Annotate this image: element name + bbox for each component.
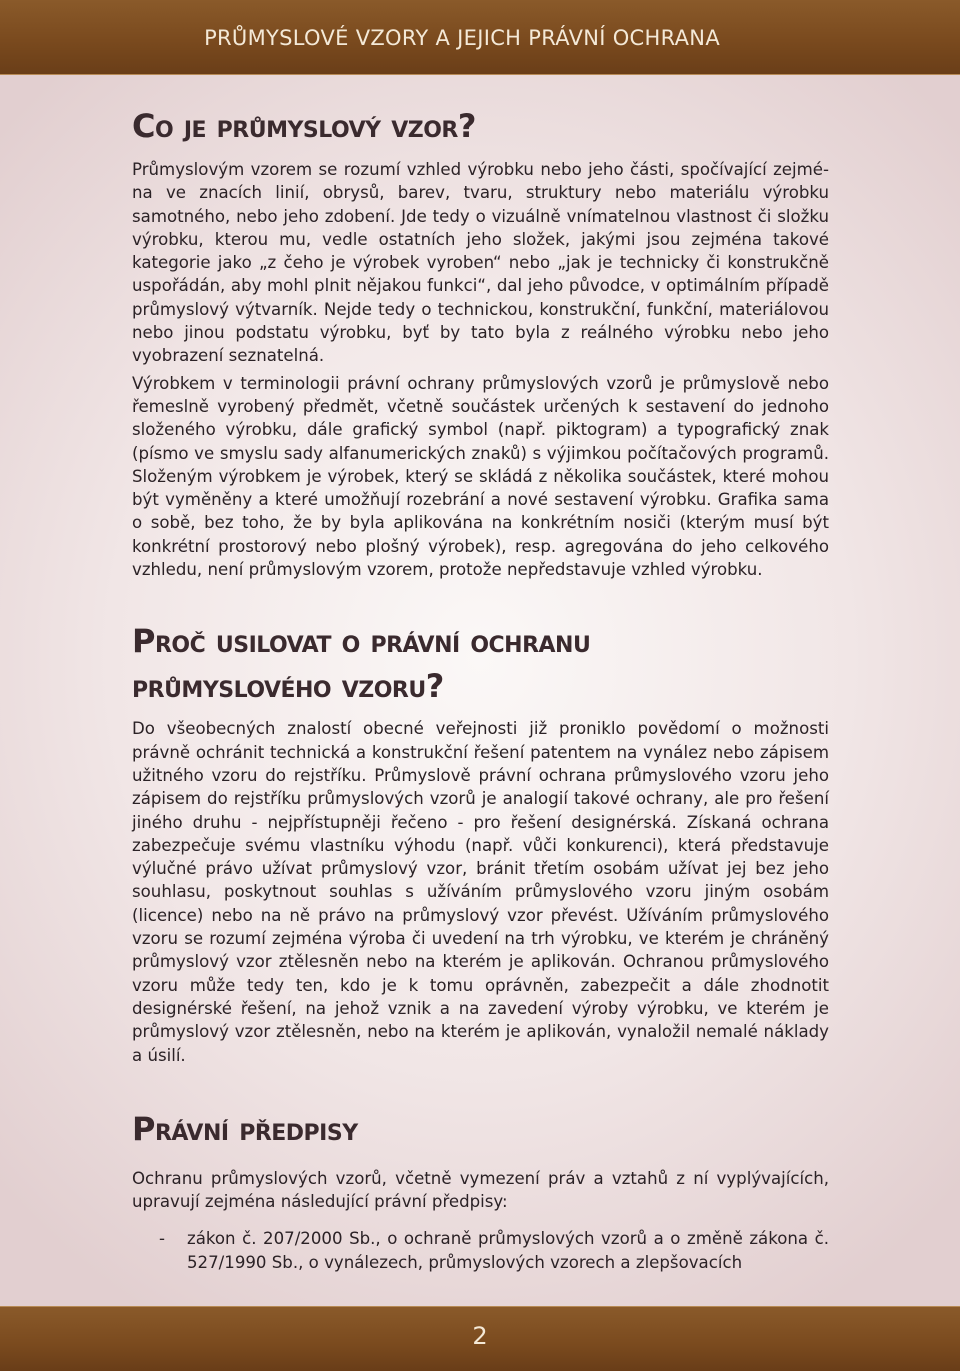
section-heading-what-is-design: Co je průmyslový vzor? xyxy=(132,107,476,145)
page-content xyxy=(132,106,829,1274)
section-heading-why-protect xyxy=(132,619,829,709)
heading-line-1: Proč usilovat o právní ochranu xyxy=(132,622,591,661)
paragraph-definition: Průmyslovým vzorem se rozumí vzhled výrobku nebo jeho části, spočívající zejména ve znacích linií, obrysů, barev, tvaru, struktury nebo materiálu výrobku samotného, nebo jeho zdobení. Jde tedy o vizuálně vnímatelnou vlastnost či složku výrobku, kterou mu, vedle ostatních jeho složek, jakými jsou zejména takové kategorie jako „z čeho je výrobek vyroben“ nebo „jak je technicky či konstrukčně uspořádán, aby mohl plnit nějakou funkci“, dal jeho původce, v optimálním případě průmyslový výtvarník. Nejde tedy o technickou, konstrukční, funkční, materiálovou nebo jinou podstatu výrobku, byť by tato byla z reálného výrobku nebo jeho vyobrazení seznatelná. xyxy=(132,160,829,366)
heading-line-2: průmyslového vzoru? xyxy=(132,667,444,706)
header-bar xyxy=(0,0,960,75)
list-item-text: zákon č. 207/2000 Sb., o ochraně průmyslových vzorů a o změně zákona č. 527/1990 Sb., o vynálezech, průmyslových vzorech a zlepšovacích xyxy=(187,1229,829,1272)
regulations-list xyxy=(132,1227,829,1274)
list-item xyxy=(132,1227,829,1274)
section-heading-legal-regulations: Právní předpisy xyxy=(132,1109,358,1148)
page-number: 2 xyxy=(472,1322,488,1350)
header-title: PRŮMYSLOVÉ VZORY A JEJICH PRÁVNÍ OCHRANA xyxy=(204,26,720,50)
list-dash: - xyxy=(159,1229,165,1249)
paragraph-why-protect: Do všeobecných znalostí obecné veřejnosti již proniklo povědomí o možnosti právně ochránit technická a konstrukční řešení patentem na vynález nebo zápisem užitného vzoru do rejstříku. Průmyslově právní ochrana průmyslového vzoru jeho zápisem do rejstříku průmyslových vzorů je analogií takové ochrany, ale pro řešení jiného druhu - nejpřístupněji řečeno - pro řešení designérská. Získaná ochrana zabezpečuje svému vlastníku výhodu (např. vůči konkurenci), která představuje výlučné právo užívat průmyslový vzor, bránit třetím osobám užívat jej bez jeho souhlasu, poskytnout souhlas s užíváním průmyslového vzoru jiným osobám (licence) nebo na ně právo na průmyslový vzor převést. Užíváním průmyslového vzoru se rozumí zejména výroba či uvedení na trh výrobku, ve kterém je chráněný průmyslový vzor ztělesněn nebo na kterém je aplikován. Ochranou průmyslového vzoru může tedy ten, kdo je k tomu oprávněn, zabezpečit a dále zhodnotit designérské řešení, na jehož vznik a na zavedení výroby výrobku, ve kterém je průmyslový vzor ztělesněn, nebo na kterém je aplikován, vynaložil nemalé náklady a úsilí. xyxy=(132,719,829,1065)
footer-bar xyxy=(0,1306,960,1371)
paragraph-regulations-intro: Ochranu průmyslových vzorů, včetně vymezení práv a vztahů z ní vyplývajících, upravují zejména následující právní předpisy: xyxy=(132,1168,829,1212)
paragraph-product: Výrobkem v terminologii právní ochrany průmyslových vzorů je průmyslově nebo řemeslně vyrobený předmět, včetně součástek určených k sestavení do jednoho složeného výrobku, dále grafický symbol (např. piktogram) a typografický znak (písmo ve smyslu sady alfanumerických znaků) s výjimkou počítačových programů. Složeným výrobkem je výrobek, který se skládá z několika součástek, které mohou být vyměněny a které umožňují rozebrání a nové sestavení výrobku. Grafika sama o sobě, bez toho, že by byla aplikována na konkrétním nosiči (kterým musí být konkrétní prostorový nebo plošný výrobek), resp. agregována do jeho celkového vzhledu, není průmyslovým vzorem, protože nepředstavuje vzhled výrobku. xyxy=(132,373,829,580)
